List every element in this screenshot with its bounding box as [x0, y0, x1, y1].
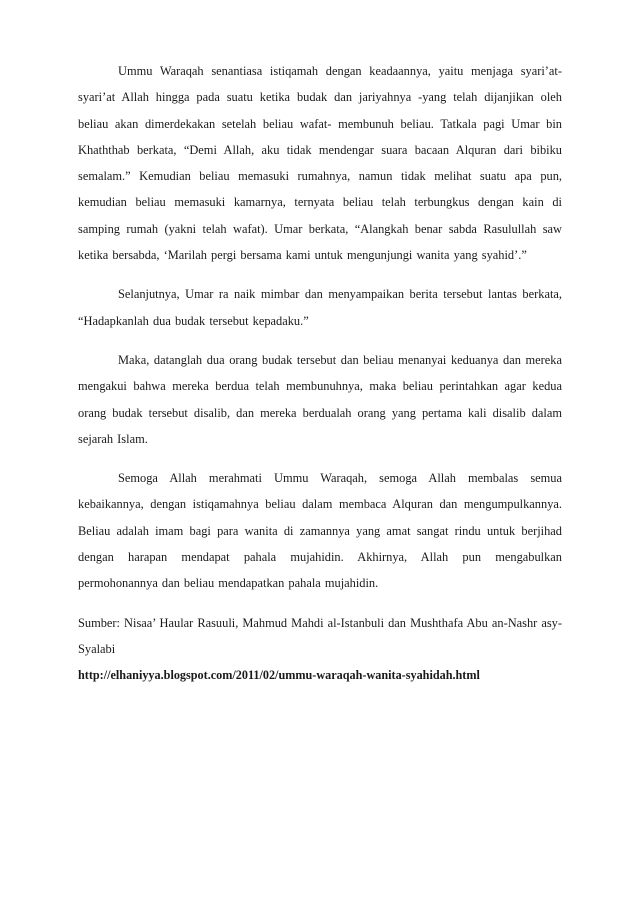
source-url-link[interactable]: http://elhaniyya.blogspot.com/2011/02/ummu-waraqah-wanita-syahidah.html [78, 668, 480, 683]
paragraph-3: Maka, datanglah dua orang budak tersebut dan beliau menanyai keduanya dan mereka mengakui bahwa mereka berdua telah membunuhnya, maka beliau perintahkan agar kedua orang budak tersebut disalib, dan mereka berdualah orang yang pertama kali disalib dalam sejarah Islam. [78, 352, 562, 446]
paragraph-2: Selanjutnya, Umar ra naik mimbar dan menyampaikan berita tersebut lantas berkata, “Hadapkanlah dua budak tersebut kepadaku.” [78, 287, 562, 328]
paragraph-1: Ummu Waraqah senantiasa istiqamah dengan keadaannya, yaitu menjaga syari’at-syari’at Allah hingga pada suatu ketika budak dan jariyahnya -yang telah dijanjikan oleh beliau akan dimerdekakan setelah beliau wafat- membunuh beliau. Tatkala pagi Umar bin Khaththab berkata, “Demi Allah, aku tidak mendengar suara bacaan Alquran dari bibiku semalam.” Kemudian beliau memasuki rumahnya, namun tidak melihat suatu apa pun, kemudian beliau memasuki kamarnya, ternyata beliau telah terbungkus dengan kain di samping rumah (yakni telah wafat). Umar berkata, “Alangkah benar sabda Rasulullah saw ketika bersabda, ‘Marilah pergi bersama kami untuk mengunjungi wanita yang syahid’.” [78, 64, 562, 263]
source-citation: Sumber: Nisaa’ Haular Rasuuli, Mahmud Mahdi al-Istanbuli dan Mushthafa Abu an-Nashr asy-Syalabi [78, 615, 562, 656]
document-body [78, 58, 562, 689]
paragraph-4: Semoga Allah merahmati Ummu Waraqah, semoga Allah membalas semua kebaikannya, dengan istiqamahnya beliau dalam membaca Alquran dan mengumpulkannya. Beliau adalah imam bagi para wanita di zamannya yang amat sangat rindu untuk berjihad dengan harapan mendapat pahala mujahidin. Akhirnya, Allah pun mengabulkan permohonannya dan beliau mendapatkan pahala mujahidin. [78, 471, 562, 591]
